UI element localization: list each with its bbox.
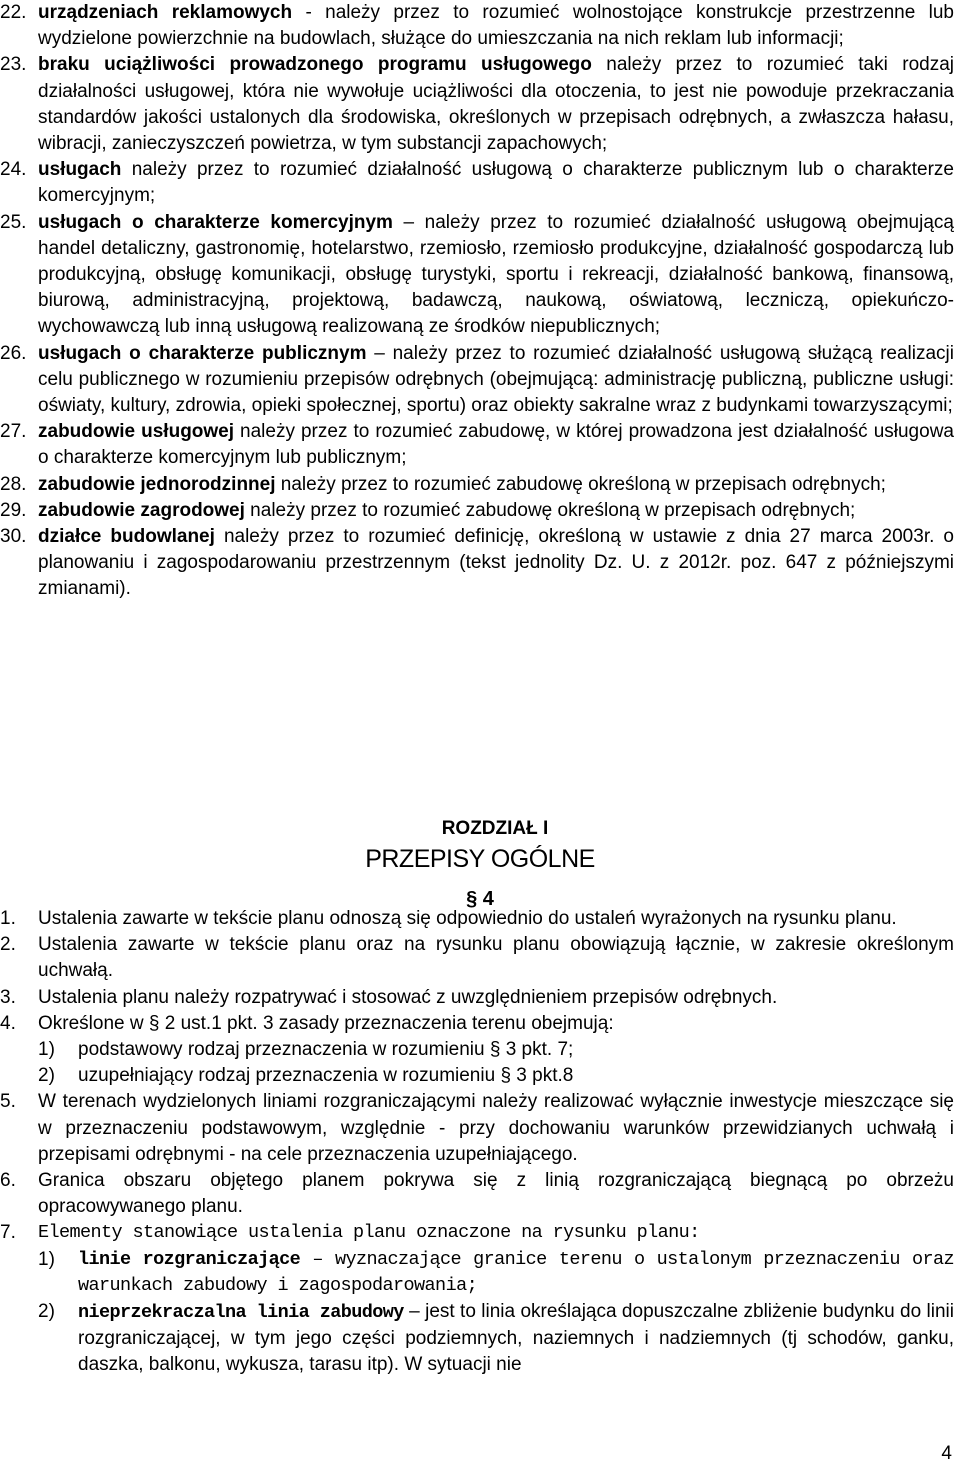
definition-term: urządzeniach reklamowych (38, 2, 293, 23)
item-body (38, 1220, 954, 1378)
definition-term: usługach o charakterze komercyjnym (38, 211, 393, 233)
definition-body (38, 157, 954, 209)
item-text: Ustalenia planu należy rozpatrywać i stosować z uwzględnieniem przepisów odrębnych. (38, 986, 778, 1008)
definition-term: zabudowie zagrodowej (38, 499, 245, 521)
definition-number: 22. (0, 2, 27, 23)
definition-number: 27. (0, 421, 27, 443)
definition-item (0, 157, 960, 209)
definition-number: 25. (0, 211, 27, 233)
definition-text: - należy przez to rozumieć wolnostojące konstrukcje przestrzenne lub wydzielone powierzchnie na budowlach, służące do umieszczania na nich reklam lub informacji; (38, 2, 954, 50)
definition-item (0, 419, 960, 471)
section-item (0, 906, 960, 932)
definition-body (38, 419, 954, 471)
definition-item (0, 210, 960, 341)
item-body (38, 1011, 954, 1090)
definition-number: 26. (0, 342, 27, 364)
section-item (0, 1168, 960, 1220)
definition-text: należy przez to rozumieć zabudowę określoną w przepisach odrębnych; (275, 473, 886, 495)
sub-item-text: uzupełniający rodzaj przeznaczenia w rozumieniu § 3 pkt.8 (78, 1065, 574, 1087)
item-number: 3. (0, 986, 16, 1008)
section-item (0, 985, 960, 1011)
item-number: 1. (0, 908, 16, 929)
definitions-list (0, 0, 960, 603)
section-number: § 4 (466, 888, 494, 910)
section-item (0, 1220, 960, 1378)
item-number: 4. (0, 1012, 16, 1034)
page-number: 4 (941, 1443, 952, 1464)
definition-number: 23. (0, 54, 27, 76)
definition-body (38, 524, 954, 603)
definition-body (38, 210, 954, 341)
sub-item-text: – wyznaczające granice terenu o ustalonym przeznaczeniu oraz warunkach zabudowy i zagospodarowania; (78, 1248, 954, 1296)
definition-item (0, 524, 960, 603)
sub-item-body (78, 1247, 954, 1299)
definition-term: zabudowie jednorodzinnej (38, 473, 276, 495)
definition-term: usługach o charakterze publicznym (38, 342, 367, 364)
sub-item-number: 2) (38, 1065, 55, 1087)
chapter-label: ROZDZIAŁ I (441, 818, 549, 839)
definition-text: należy przez to rozumieć zabudowę określoną w przepisach odrębnych; (244, 499, 856, 521)
definition-body (38, 498, 954, 524)
definition-body (38, 341, 954, 420)
item-text: W terenach wydzielonych liniami rozgraniczającymi należy realizować wyłącznie inwestycje mieszczące się w przeznaczeniu podstawowym, względnie - przy dochowaniu warunków przewidzianych uchwałą i przepisami odrębnymi - na cele przeznaczenia uzupełniającego. (38, 1091, 954, 1165)
sub-item (38, 1063, 954, 1089)
sub-item-number: 1) (38, 1039, 55, 1061)
definition-item (0, 0, 960, 52)
chapter-title: PRZEPISY OGÓLNE (365, 845, 595, 873)
sub-item-number: 1) (38, 1248, 55, 1270)
item-text: Granica obszaru objętego planem pokrywa się z linią rozgraniczającą biegnącą po obrzeżu opracowywanego planu. (38, 1170, 954, 1218)
definition-text: – należy przez to rozumieć działalność usługową obejmującą handel detaliczny, gastronomię, hotelarstwo, rzemiosło, rzemiosło produkcyjne, działalność gospodarczą lub produkcyjną, obsługę komunikacji, obsługę turystyki, sportu i rekreacji, działalność bankową, finansową, biurową, administracyjną, projektową, badawczą, naukową, oświatową, leczniczą, opiekuńczo-wychowawczą lub inną usługową realizowaną ze środków niepublicznych; (38, 211, 954, 338)
item-number: 5. (0, 1091, 16, 1113)
section-items-list (0, 906, 960, 1379)
section-item (0, 1089, 960, 1168)
definition-text: należy przez to rozumieć taki rodzaj działalności usługowej, która nie wywołuje uciążliwości dla otoczenia, to jest nie powoduje przekraczania standardów jakości ustalonych dla środowiska, określonych w przepisach odrębnych, a zwłaszcza hałasu, wibracji, zanieczyszczeń powietrza, w tym substancji zapachowych; (38, 54, 955, 155)
sub-item-term: nieprzekraczalna linia zabudowy (78, 1302, 404, 1324)
definition-number: 28. (0, 473, 27, 495)
definition-text: należy przez to rozumieć definicję, określoną w ustawie z dnia 27 marca 2003r. o planowaniu i zagospodarowaniu przestrzennym (tekst jednolity Dz. U. z 2012r. poz. 647 z późniejszymi zmianami). (38, 526, 954, 600)
definition-body (38, 472, 954, 498)
item-number: 7. (0, 1222, 16, 1244)
sub-item (38, 1299, 954, 1379)
definition-item (0, 52, 960, 157)
item-number: 2. (0, 934, 16, 956)
definition-term: usługach (38, 159, 122, 181)
item-number: 6. (0, 1170, 16, 1192)
definition-term: zabudowie usługowej (38, 421, 235, 443)
item-text: Określone w § 2 ust.1 pkt. 3 zasady przeznaczenia terenu obejmują: (38, 1012, 614, 1034)
definition-text: – należy przez to rozumieć działalność usługową służącą realizacji celu publicznego w rozumieniu przepisów odrębnych (obejmującą: administrację publiczną, publiczne usługi: oświaty, kultury, zdrowia, opieki społecznej, sportu) oraz obiekty sakralne wraz z budynkami towarzyszącymi; (38, 342, 954, 417)
sub-item-text: podstawowy rodzaj przeznaczenia w rozumieniu § 3 pkt. 7; (78, 1039, 574, 1061)
definition-item (0, 472, 960, 498)
item-text: Ustalenia zawarte w tekście planu odnoszą się odpowiednio do ustaleń wyrażonych na rysunku planu. (38, 908, 897, 929)
sub-item-text: – jest to linia określająca dopuszczalne zbliżenie budynku do linii rozgraniczającej, w tym jego części podziemnych, naziemnych i nadziemnych (tj schodów, ganku, daszka, balkonu, wykusza, tarasu itp). W sytuacji nie (78, 1301, 954, 1376)
item-text: Elementy stanowiące ustalenia planu oznaczone na rysunku planu: (38, 1222, 700, 1244)
sub-item-number: 2) (38, 1301, 55, 1323)
definition-number: 24. (0, 159, 27, 181)
sub-item (38, 1247, 954, 1299)
sub-item-term: linie rozgraniczające (78, 1248, 301, 1270)
section-heading (0, 878, 960, 908)
definition-term: braku uciążliwości prowadzonego programu usługowego (38, 54, 592, 76)
definition-number: 29. (0, 499, 27, 521)
definition-number: 30. (0, 526, 27, 548)
definition-text: należy przez to rozumieć działalność usługową o charakterze publicznym lub o charakterze komercyjnym; (38, 159, 954, 207)
definition-term: działce budowlanej (38, 526, 215, 548)
item-text: Ustalenia zawarte w tekście planu oraz na rysunku planu obowiązują łącznie, w zakresie określonym uchwałą. (38, 934, 954, 982)
section-item (0, 1011, 960, 1090)
definition-body (38, 0, 954, 52)
definition-item (0, 498, 960, 524)
definition-item (0, 341, 960, 420)
sub-item (38, 1037, 954, 1063)
definition-body (38, 52, 954, 157)
sub-item-body (78, 1299, 954, 1379)
definition-text: należy przez to rozumieć zabudowę, w której prowadzona jest działalność usługowa o charakterze komercyjnym lub publicznym; (38, 421, 954, 469)
section-item (0, 932, 960, 984)
